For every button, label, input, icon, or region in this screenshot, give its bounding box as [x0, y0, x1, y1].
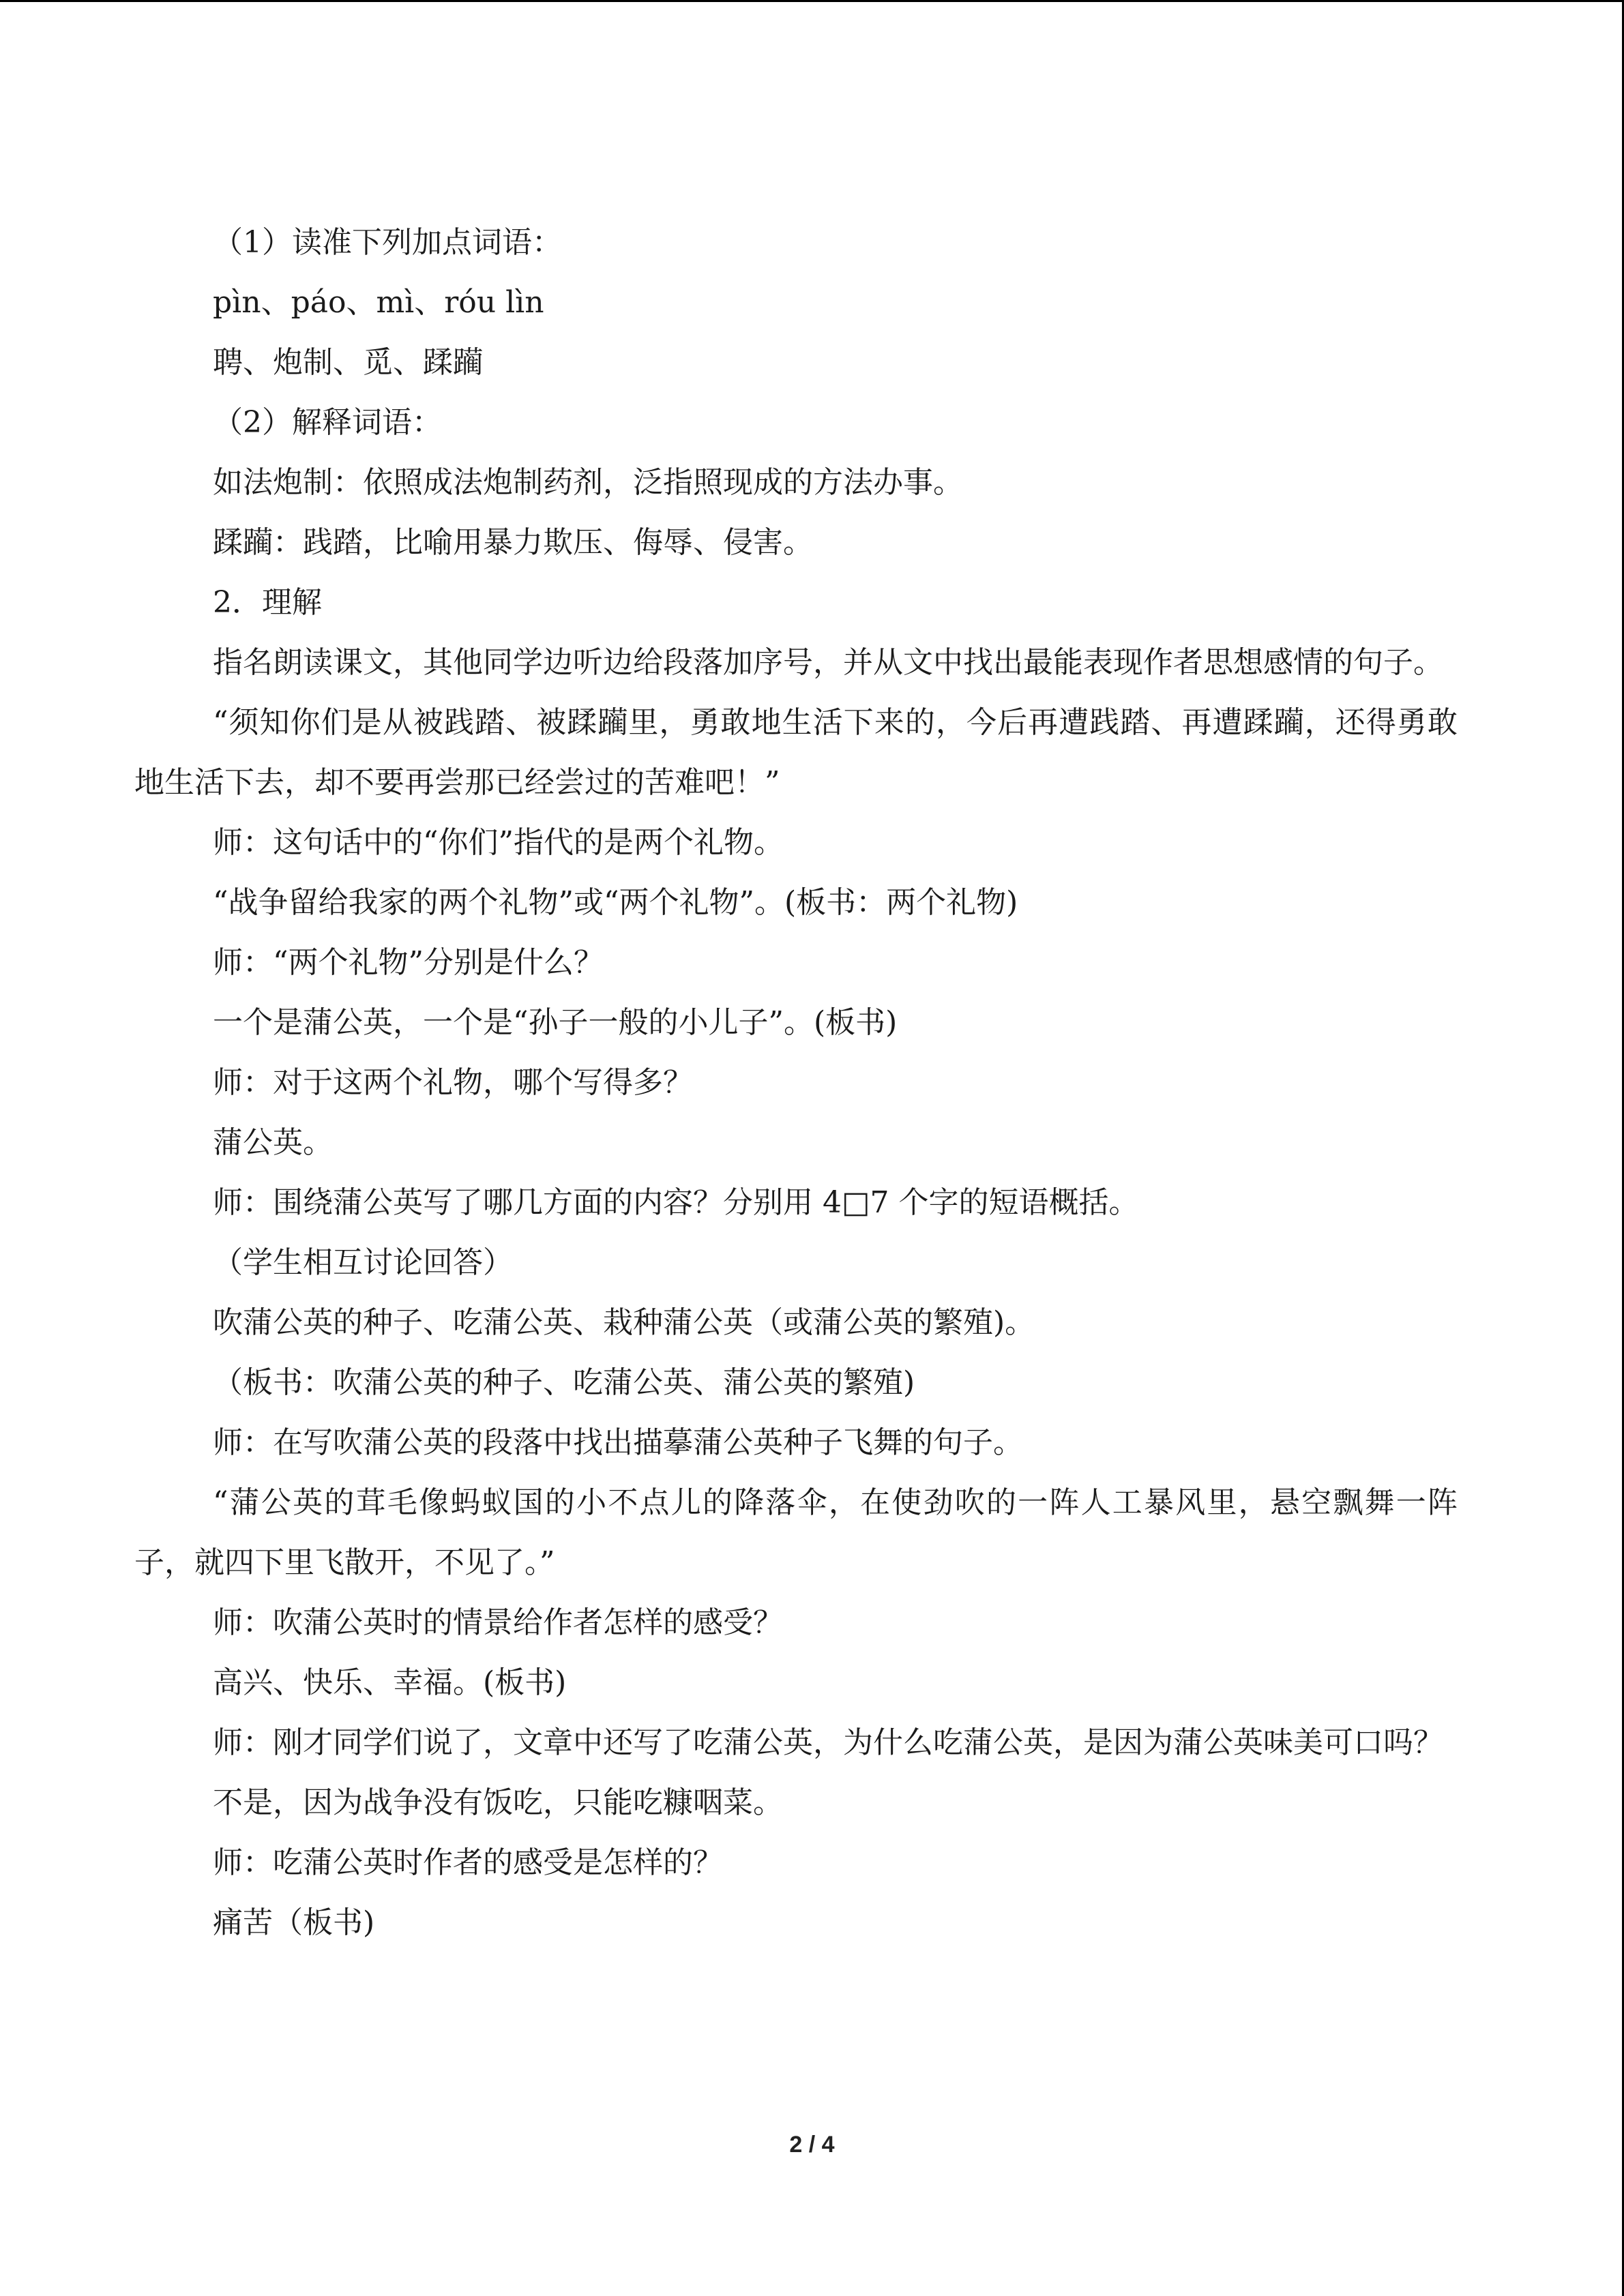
text-paragraph: 指名朗读课文，其他同学边听边给段落加序号，并从文中找出最能表现作者思想感情的句子。 [213, 645, 1443, 680]
document-body [134, 213, 1458, 1953]
text-line: 师：对于这两个礼物，哪个写得多？ [213, 1065, 693, 1100]
text-line: 蹂躏：践踏，比喻用暴力欺压、侮辱、侵害。 [213, 525, 813, 560]
text-line: （学生相互讨论回答） [213, 1245, 513, 1280]
text-line: 不是，因为战争没有饭吃，只能吃糠咽菜。 [213, 1785, 783, 1820]
text-line: 师：“两个礼物”分别是什么？ [213, 945, 604, 980]
text-paragraph: 师：刚才同学们说了，文章中还写了吃蒲公英，为什么吃蒲公英，是因为蒲公英味美可口吗？ [213, 1725, 1443, 1760]
quote-paragraph: “须知你们是从被践踏、被蹂躏里，勇敢地生活下来的，今后再遭践踏、再遭蹂躏，还得勇敢地生活下去，却不要再尝那已经尝过的苦难吧！” [134, 705, 1458, 800]
text-line: 吹蒲公英的种子、吃蒲公英、栽种蒲公英（或蒲公英的繁殖)。 [213, 1305, 1035, 1340]
text-line: 师：吃蒲公英时作者的感受是怎样的？ [213, 1845, 723, 1880]
text-line: 痛苦（板书) [213, 1905, 375, 1940]
page-number: 2 / 4 [789, 2132, 835, 2158]
text-line: “战争留给我家的两个礼物”或“两个礼物”。(板书：两个礼物) [213, 885, 1018, 920]
text-line: 师：吹蒲公英时的情景给作者怎样的感受？ [213, 1605, 783, 1640]
quote-paragraph: “蒲公英的茸毛像蚂蚁国的小不点儿的降落伞，在使劲吹的一阵人工暴风里，悬空飘舞一阵子，就四下里飞散开，不见了。” [134, 1485, 1458, 1580]
text-line: 一个是蒲公英，一个是“孙子一般的小儿子”。(板书) [213, 1005, 898, 1040]
section-heading: 2．理解 [213, 585, 322, 620]
text-line: （2）解释词语： [213, 405, 442, 440]
text-line: （1）读准下列加点词语： [213, 225, 562, 260]
text-line: 聘、炮制、觅、蹂躏 [213, 345, 483, 380]
text-line: 师：围绕蒲公英写了哪几方面的内容？分别用 4□7 个字的短语概括。 [213, 1185, 1139, 1220]
text-line: 如法炮制：依照成法炮制药剂，泛指照现成的方法办事。 [213, 465, 963, 500]
text-line: 师：在写吹蒲公英的段落中找出描摹蒲公英种子飞舞的句子。 [213, 1425, 1023, 1460]
text-line: 高兴、快乐、幸福。(板书) [213, 1665, 567, 1700]
page-top-border [0, 0, 1624, 2]
text-line: 蒲公英。 [213, 1125, 333, 1160]
text-line: （板书：吹蒲公英的种子、吃蒲公英、蒲公英的繁殖) [213, 1365, 915, 1400]
text-line: pìn、páo、mì、róu lìn [213, 285, 544, 320]
text-line: 师：这句话中的“你们”指代的是两个礼物。 [213, 825, 784, 860]
